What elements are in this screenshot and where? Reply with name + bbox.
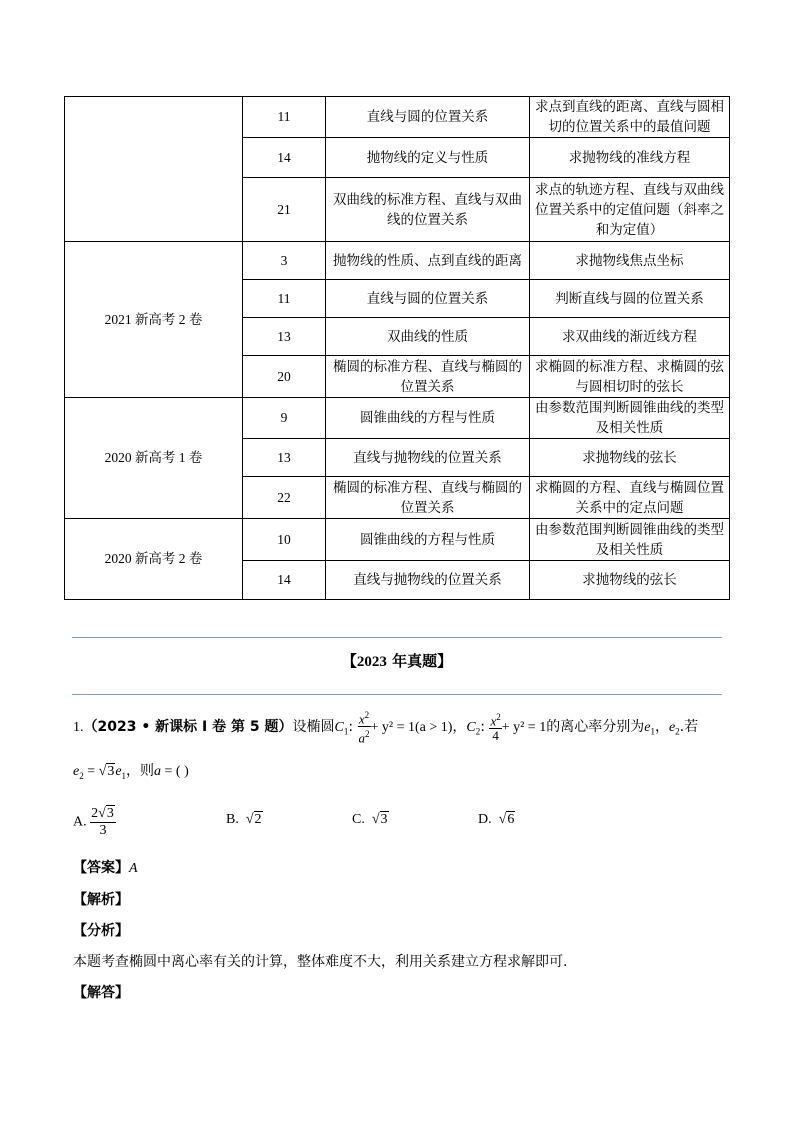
topic-cell: 抛物线的定义与性质 (326, 138, 530, 178)
topic-cell: 直线与圆的位置关系 (326, 97, 530, 138)
jieda-label: 【解答】 (73, 985, 129, 1001)
ellipse2-fraction: $\frac{x^2}{4}$ (490, 712, 501, 744)
question-number-cell: 22 (243, 477, 326, 519)
fenxi-text: 本题考查椭圆中离心率有关的计算，整体难度不大，利用关系建立方程求解即可. (73, 954, 568, 970)
content-cell: 求抛物线的弦长 (530, 439, 730, 477)
topic-cell: 双曲线的性质 (326, 318, 530, 356)
question-number-cell: 13 (243, 439, 326, 477)
topic-cell: 直线与圆的位置关系 (326, 280, 530, 318)
option-a[interactable]: A. $\frac{2√3}{3}$ (73, 806, 114, 838)
content-cell: 求抛物线的准线方程 (530, 138, 730, 178)
topic-cell: 椭圆的标准方程、直线与椭圆的位置关系 (326, 356, 530, 398)
exam-year-cell (65, 97, 243, 242)
question-number-cell: 13 (243, 318, 326, 356)
topic-cell: 椭圆的标准方程、直线与椭圆的位置关系 (326, 477, 530, 519)
topic-cell: 抛物线的性质、点到直线的距离 (326, 242, 530, 280)
answer-value: A (129, 861, 138, 876)
question-number-cell: 11 (243, 280, 326, 318)
content-cell: 求椭圆的标准方程、求椭圆的弦与圆相切时的弦长 (530, 356, 730, 398)
content-cell: 由参数范围判断圆锥曲线的类型及相关性质 (530, 398, 730, 439)
answer-line: 【答案】A (73, 860, 138, 876)
exam-topic-table (64, 96, 730, 600)
option-b[interactable]: B. √2 (226, 812, 262, 827)
question-number-cell: 10 (243, 519, 326, 561)
section-title: 【2023 年真题】 (341, 652, 453, 670)
content-cell: 由参数范围判断圆锥曲线的类型及相关性质 (530, 519, 730, 561)
exam-year-cell: 2020 新高考 2 卷 (65, 519, 243, 600)
content-cell: 求抛物线的弦长 (530, 561, 730, 600)
question-number-cell: 21 (243, 178, 326, 242)
topic-cell: 圆锥曲线的方程与性质 (326, 519, 530, 561)
topic-cell: 双曲线的标准方程、直线与双曲线的位置关系 (326, 178, 530, 242)
option-d[interactable]: D. √6 (478, 812, 515, 827)
content-cell: 求点到直线的距离、直线与圆相切的位置关系中的最值问题 (530, 97, 730, 138)
content-cell: 求椭圆的方程、直线与椭圆位置关系中的定点问题 (530, 477, 730, 519)
question-number-cell: 14 (243, 138, 326, 178)
question-stem-line1: 1.（2023 • 新课标 I 卷 第 5 题）设椭圆$C_1$: $\frac{x^2}{a^2}$ + y² = 1(a > 1)，$C_2$: $\frac{x^2}{4}$ + y² = 1的离心率分别为$e_1$，$e_2$.若 (73, 710, 699, 746)
content-cell: 求双曲线的渐近线方程 (530, 318, 730, 356)
option-c[interactable]: C. √3 (352, 812, 388, 827)
topic-cell: 直线与抛物线的位置关系 (326, 561, 530, 600)
question-stem-line2: $e_2 = √3e_1$，则a = ( ) (73, 763, 189, 781)
question-number-cell: 9 (243, 398, 326, 439)
analysis-label: 【解析】 (73, 892, 129, 908)
content-cell: 判断直线与圆的位置关系 (530, 280, 730, 318)
sqrt-symbol: √3 (98, 764, 115, 779)
section-divider-top (72, 637, 722, 638)
question-number-cell: 14 (243, 561, 326, 600)
exam-year-cell: 2020 新高考 1 卷 (65, 398, 243, 519)
question-source: （2023 • 新课标 I 卷 第 5 题） (83, 718, 293, 735)
question-number-cell: 3 (243, 242, 326, 280)
ellipse1-fraction: $\frac{x^2}{a^2}$ (358, 710, 370, 746)
topic-cell: 直线与抛物线的位置关系 (326, 439, 530, 477)
topic-cell: 圆锥曲线的方程与性质 (326, 398, 530, 439)
content-cell: 求点的轨迹方程、直线与双曲线位置关系中的定值问题（斜率之和为定值） (530, 178, 730, 242)
question-number-cell: 11 (243, 97, 326, 138)
section-divider-bottom (72, 694, 722, 695)
exam-year-cell: 2021 新高考 2 卷 (65, 242, 243, 398)
question-number-cell: 20 (243, 356, 326, 398)
fenxi-label: 【分析】 (73, 923, 129, 939)
content-cell: 求抛物线焦点坐标 (530, 242, 730, 280)
